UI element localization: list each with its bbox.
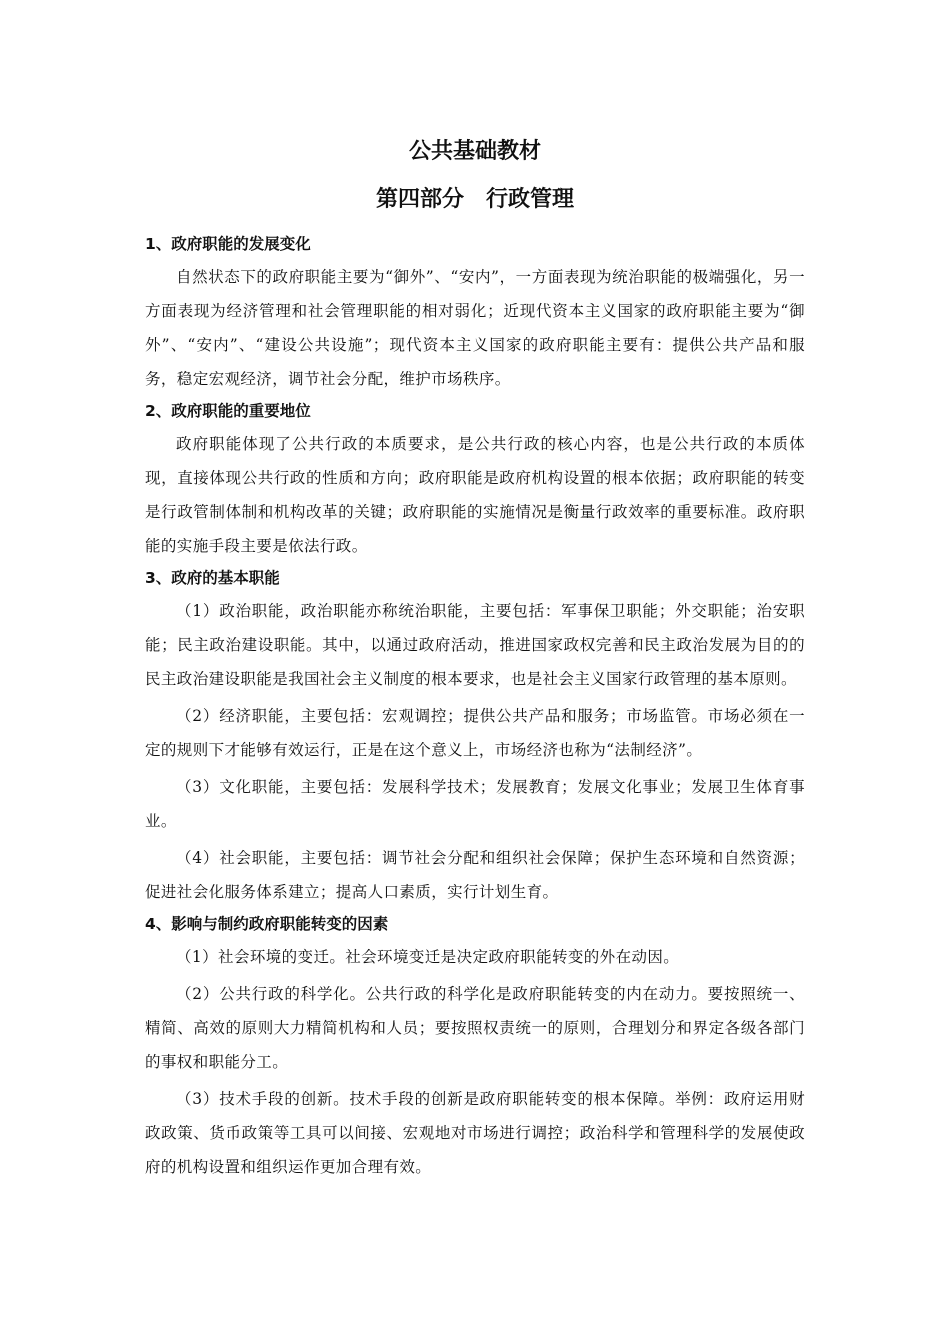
paragraph: （1）社会环境的变迁。社会环境变迁是决定政府职能转变的外在动因。 [176,948,680,966]
section-heading: 1、政府职能的发展变化 [145,235,311,253]
section-2 [145,399,805,563]
paragraph: （2）经济职能，主要包括：宏观调控；提供公共产品和服务；市场监管。市场必须在一定的规则下才能够有效运行，正是在这个意义上，市场经济也称为“法制经济”。 [145,707,805,759]
document-title: 公共基础教材 [408,139,541,164]
paragraph: （3）文化职能，主要包括：发展科学技术；发展教育；发展文化事业；发展卫生体育事业。 [145,778,805,830]
paragraph: （2）公共行政的科学化。公共行政的科学化是政府职能转变的内在动力。要按照统一、精简、高效的原则大力精简机构和人员；要按照权责统一的原则，合理划分和界定各级各部门的事权和职能分工。 [145,985,805,1071]
document-body [145,232,805,1187]
paragraph: （4）社会职能，主要包括：调节社会分配和组织社会保障；保护生态环境和自然资源；促进社会化服务体系建立；提高人口素质，实行计划生育。 [145,849,805,901]
section-heading: 2、政府职能的重要地位 [145,402,311,420]
section-heading: 3、政府的基本职能 [145,569,280,587]
section-heading: 4、影响与制约政府职能转变的因素 [145,915,389,933]
paragraph: 政府职能体现了公共行政的本质要求，是公共行政的核心内容，也是公共行政的本质体现，直接体现公共行政的性质和方向；政府职能是政府机构设置的根本依据；政府职能的转变是行政管制体制和机构改革的关键；政府职能的实施情况是衡量行政效率的重要标准。政府职能的实施手段主要是依法行政。 [145,435,805,555]
paragraph: （1）政治职能，政治职能亦称统治职能，主要包括：军事保卫职能；外交职能；治安职能；民主政治建设职能。其中，以通过政府活动，推进国家政权完善和民主政治发展为目的的民主政治建设职能是我国社会主义制度的根本要求，也是社会主义国家行政管理的基本原则。 [145,602,805,688]
section-4 [145,912,805,1184]
paragraph: （3）技术手段的创新。技术手段的创新是政府职能转变的根本保障。举例：政府运用财政政策、货币政策等工具可以间接、宏观地对市场进行调控；政治科学和管理科学的发展使政府的机构设置和组织运作更加合理有效。 [145,1090,805,1176]
section-1 [145,232,805,396]
document-subtitle: 第四部分 行政管理 [375,187,574,212]
paragraph: 自然状态下的政府职能主要为“御外”、“安内”，一方面表现为统治职能的极端强化，另一方面表现为经济管理和社会管理职能的相对弱化；近现代资本主义国家的政府职能主要为“御外”、“安内”、“建设公共设施”；现代资本主义国家的政府职能主要有：提供公共产品和服务，稳定宏观经济，调节社会分配，维护市场秩序。 [145,268,805,388]
section-3 [145,566,805,909]
